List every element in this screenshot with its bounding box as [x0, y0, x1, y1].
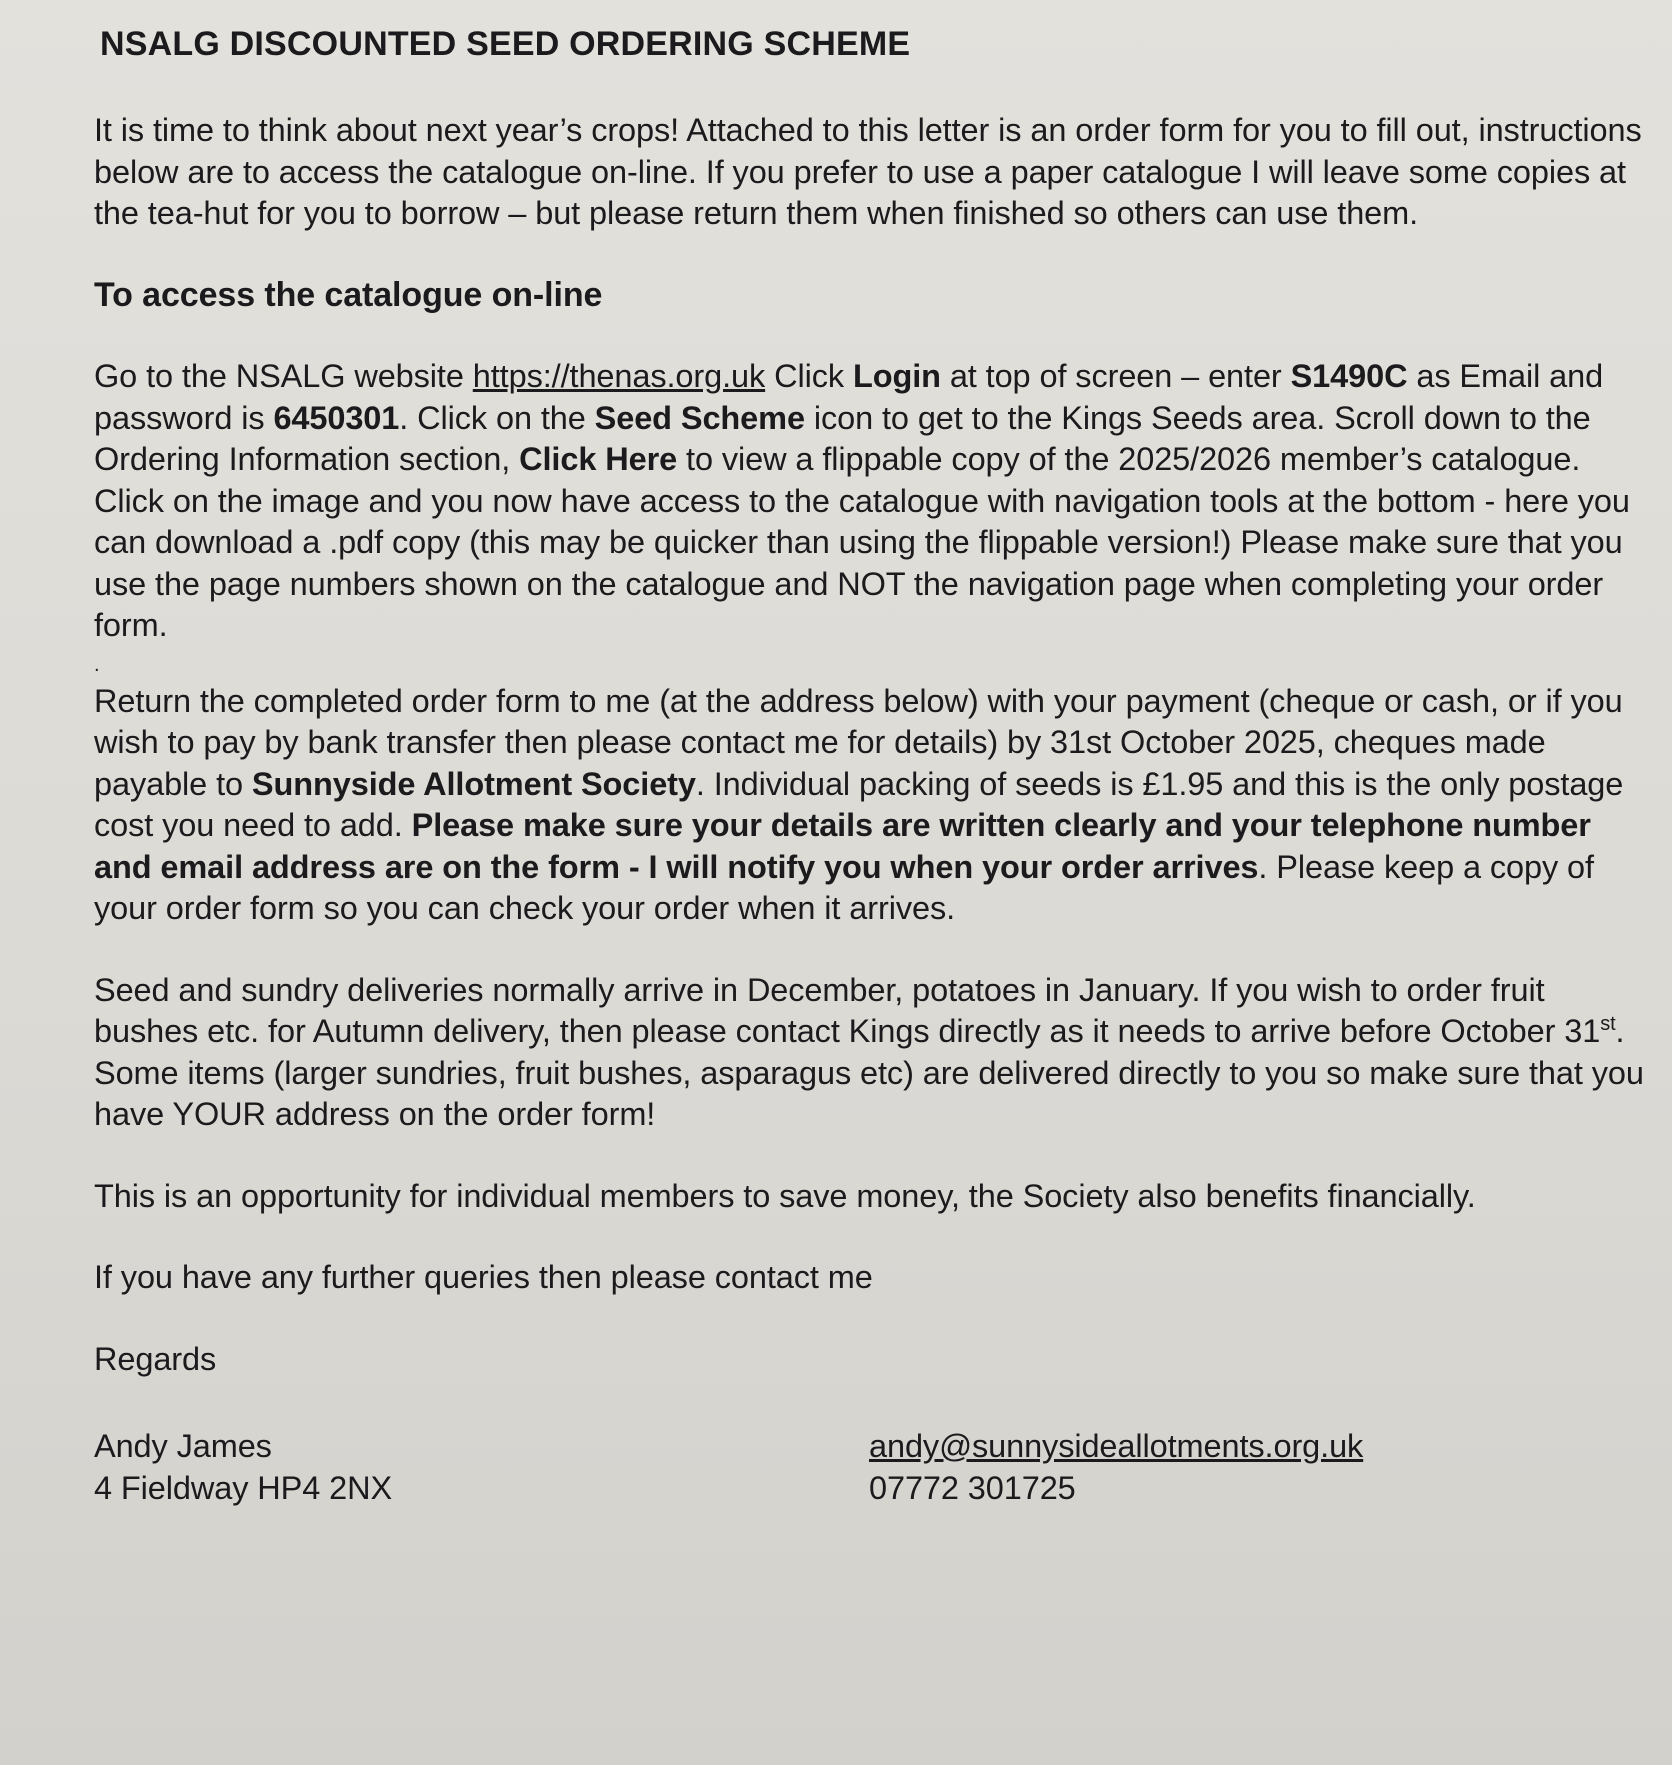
- return-text-3: . Please keep a copy of your order form so you can check your order when it arrives.: [94, 848, 1594, 926]
- queries-paragraph: If you have any further queries then please contact me: [94, 1259, 873, 1295]
- seed-scheme-keyword: Seed Scheme: [594, 399, 805, 436]
- delivery-paragraph: [94, 970, 1652, 1136]
- access-text-7: to view a flippable copy of the 2025/2026 member’s catalogue. Click on the image and you now have access to the catalogue with navigation tools at the bottom - here you can download a .pdf copy (this may be quicker than using the flippable version!) Please make sure that you use the page numbers shown on the catalogue and NOT the navigation page when completing your order form.: [94, 441, 1630, 643]
- access-text-1: Go to the NSALG website: [94, 358, 473, 394]
- stray-dot: .: [94, 653, 100, 676]
- login-code: S1490C: [1290, 358, 1408, 394]
- click-here-keyword: Click Here: [519, 441, 678, 477]
- bold-notice: Please make sure your details are written clearly and your telephone number and email address are on the form - I will notify you when your order arrives: [94, 807, 1591, 885]
- return-paragraph: [94, 681, 1652, 930]
- ordinal-suffix: st: [1600, 1013, 1616, 1035]
- sender-address: 4 Fieldway HP4 2NX: [94, 1470, 393, 1506]
- website-link[interactable]: https://thenas.org.uk: [472, 358, 766, 394]
- return-text-2: . Individual packing of seeds is £1.95 and this is the only postage cost you need to add.: [94, 765, 1624, 843]
- phone-number: 07772 301725: [869, 1470, 1076, 1506]
- regards-line: Regards: [94, 1340, 217, 1377]
- login-keyword: Login: [852, 358, 941, 394]
- contact-details: [869, 1425, 1363, 1509]
- opportunity-paragraph: This is an opportunity for individual members to save money, the Society also benefits financially.: [94, 1177, 1476, 1214]
- sender-details: [94, 1425, 869, 1509]
- delivery-text-1: Seed and sundry deliveries normally arrive in December, potatoes in January. If you wish to order fruit bushes etc. for Autumn delivery, then please contact Kings directly as it needs to arrive before October 31: [94, 971, 1601, 1049]
- sender-name: Andy James: [94, 1428, 272, 1464]
- access-text-3: at top of screen – enter: [940, 358, 1291, 394]
- access-paragraph: [94, 356, 1652, 647]
- access-text-6: icon to get to the Kings Seeds area. Scroll down to the Ordering Information section,: [94, 399, 1591, 477]
- email-link[interactable]: andy@sunnysideallotments.org.uk: [869, 1428, 1364, 1464]
- access-text-4: as Email and password is: [94, 358, 1604, 436]
- access-text-5: . Click on the: [399, 399, 595, 436]
- delivery-text-2: . Some items (larger sundries, fruit bushes, asparagus etc) are delivered directly to you so make sure that you have YOUR address on the order form!: [94, 1013, 1644, 1132]
- return-text-1: Return the completed order form to me (at the address below) with your payment (cheque or cash, or if you wish to pay by bank transfer then please contact me for details) by 31st October 2025, cheques made payable to: [94, 682, 1623, 802]
- access-text-2: Click: [765, 358, 853, 394]
- intro-paragraph: It is time to think about next year’s crops! Attached to this letter is an order form for you to fill out, instructions below are to access the catalogue on-line. If you prefer to use a paper catalogue I will leave some copies at the tea-hut for you to borrow – but please return them when finished so others can use them.: [94, 112, 1642, 231]
- signature-block: [94, 1425, 1652, 1509]
- letter-title: NSALG DISCOUNTED SEED ORDERING SCHEME: [100, 25, 911, 63]
- login-password: 6450301: [273, 399, 400, 436]
- access-heading: To access the catalogue on-line: [94, 275, 603, 314]
- payee-name: Sunnyside Allotment Society: [251, 765, 696, 802]
